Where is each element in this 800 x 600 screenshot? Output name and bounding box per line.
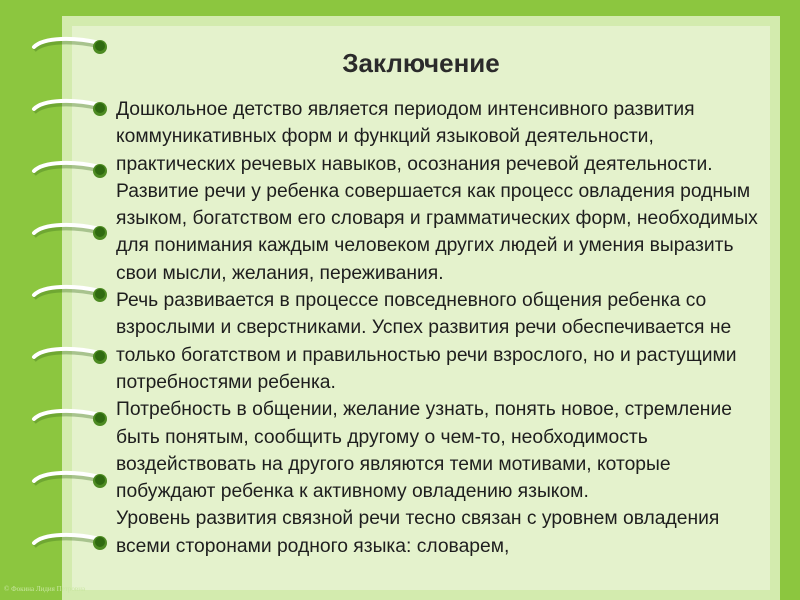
notebook-page xyxy=(62,16,780,600)
spiral-ring-icon xyxy=(30,344,110,370)
paragraph-2: Развитие речи у ребенка совершается как процесс овладения родным языком, богатством его словаря и грамматических форм, необходимых для понимания каждым человеком других людей и умения выразить свои мысли, желания, переживания. xyxy=(116,180,758,284)
spiral-ring-icon xyxy=(30,158,110,184)
paragraph-1: Дошкольное детство является периодом интенсивного развития коммуникативных форм и функций языковой деятельности, практических речевых навыков, осознания речевой деятельности. xyxy=(116,99,713,175)
spiral-ring-icon xyxy=(30,96,110,122)
spiral-ring-icon xyxy=(30,282,110,308)
paragraph-3: Речь развивается в процессе повседневного общения ребенка со взрослыми и сверстниками. Успех развития речи обеспечивается не только богатством и правильностью речи взрослого, но и растущими потребностями ребенка. xyxy=(116,290,737,393)
spiral-ring-icon xyxy=(30,406,110,432)
spiral-binding xyxy=(0,0,120,600)
paragraph-4: Потребность в общении, желание узнать, понять новое, стремление быть понятым, сообщить другому о чем-то, необходимость воздействовать на другого являются теми мотивами, которые побуждают ребенка к активному овладению языком. xyxy=(116,399,732,503)
spiral-ring-icon xyxy=(30,530,110,556)
slide-title: Заключение xyxy=(342,48,500,78)
copyright-footer: © Фокина Лидия Петровна xyxy=(4,585,86,593)
spiral-ring-icon xyxy=(30,34,110,60)
spiral-ring-icon xyxy=(30,220,110,246)
slide-body xyxy=(116,96,766,560)
spiral-ring-icon xyxy=(30,468,110,494)
paragraph-5: Уровень развития связной речи тесно связан с уровнем овладения всеми сторонами родного языка: словарем, xyxy=(116,508,720,557)
